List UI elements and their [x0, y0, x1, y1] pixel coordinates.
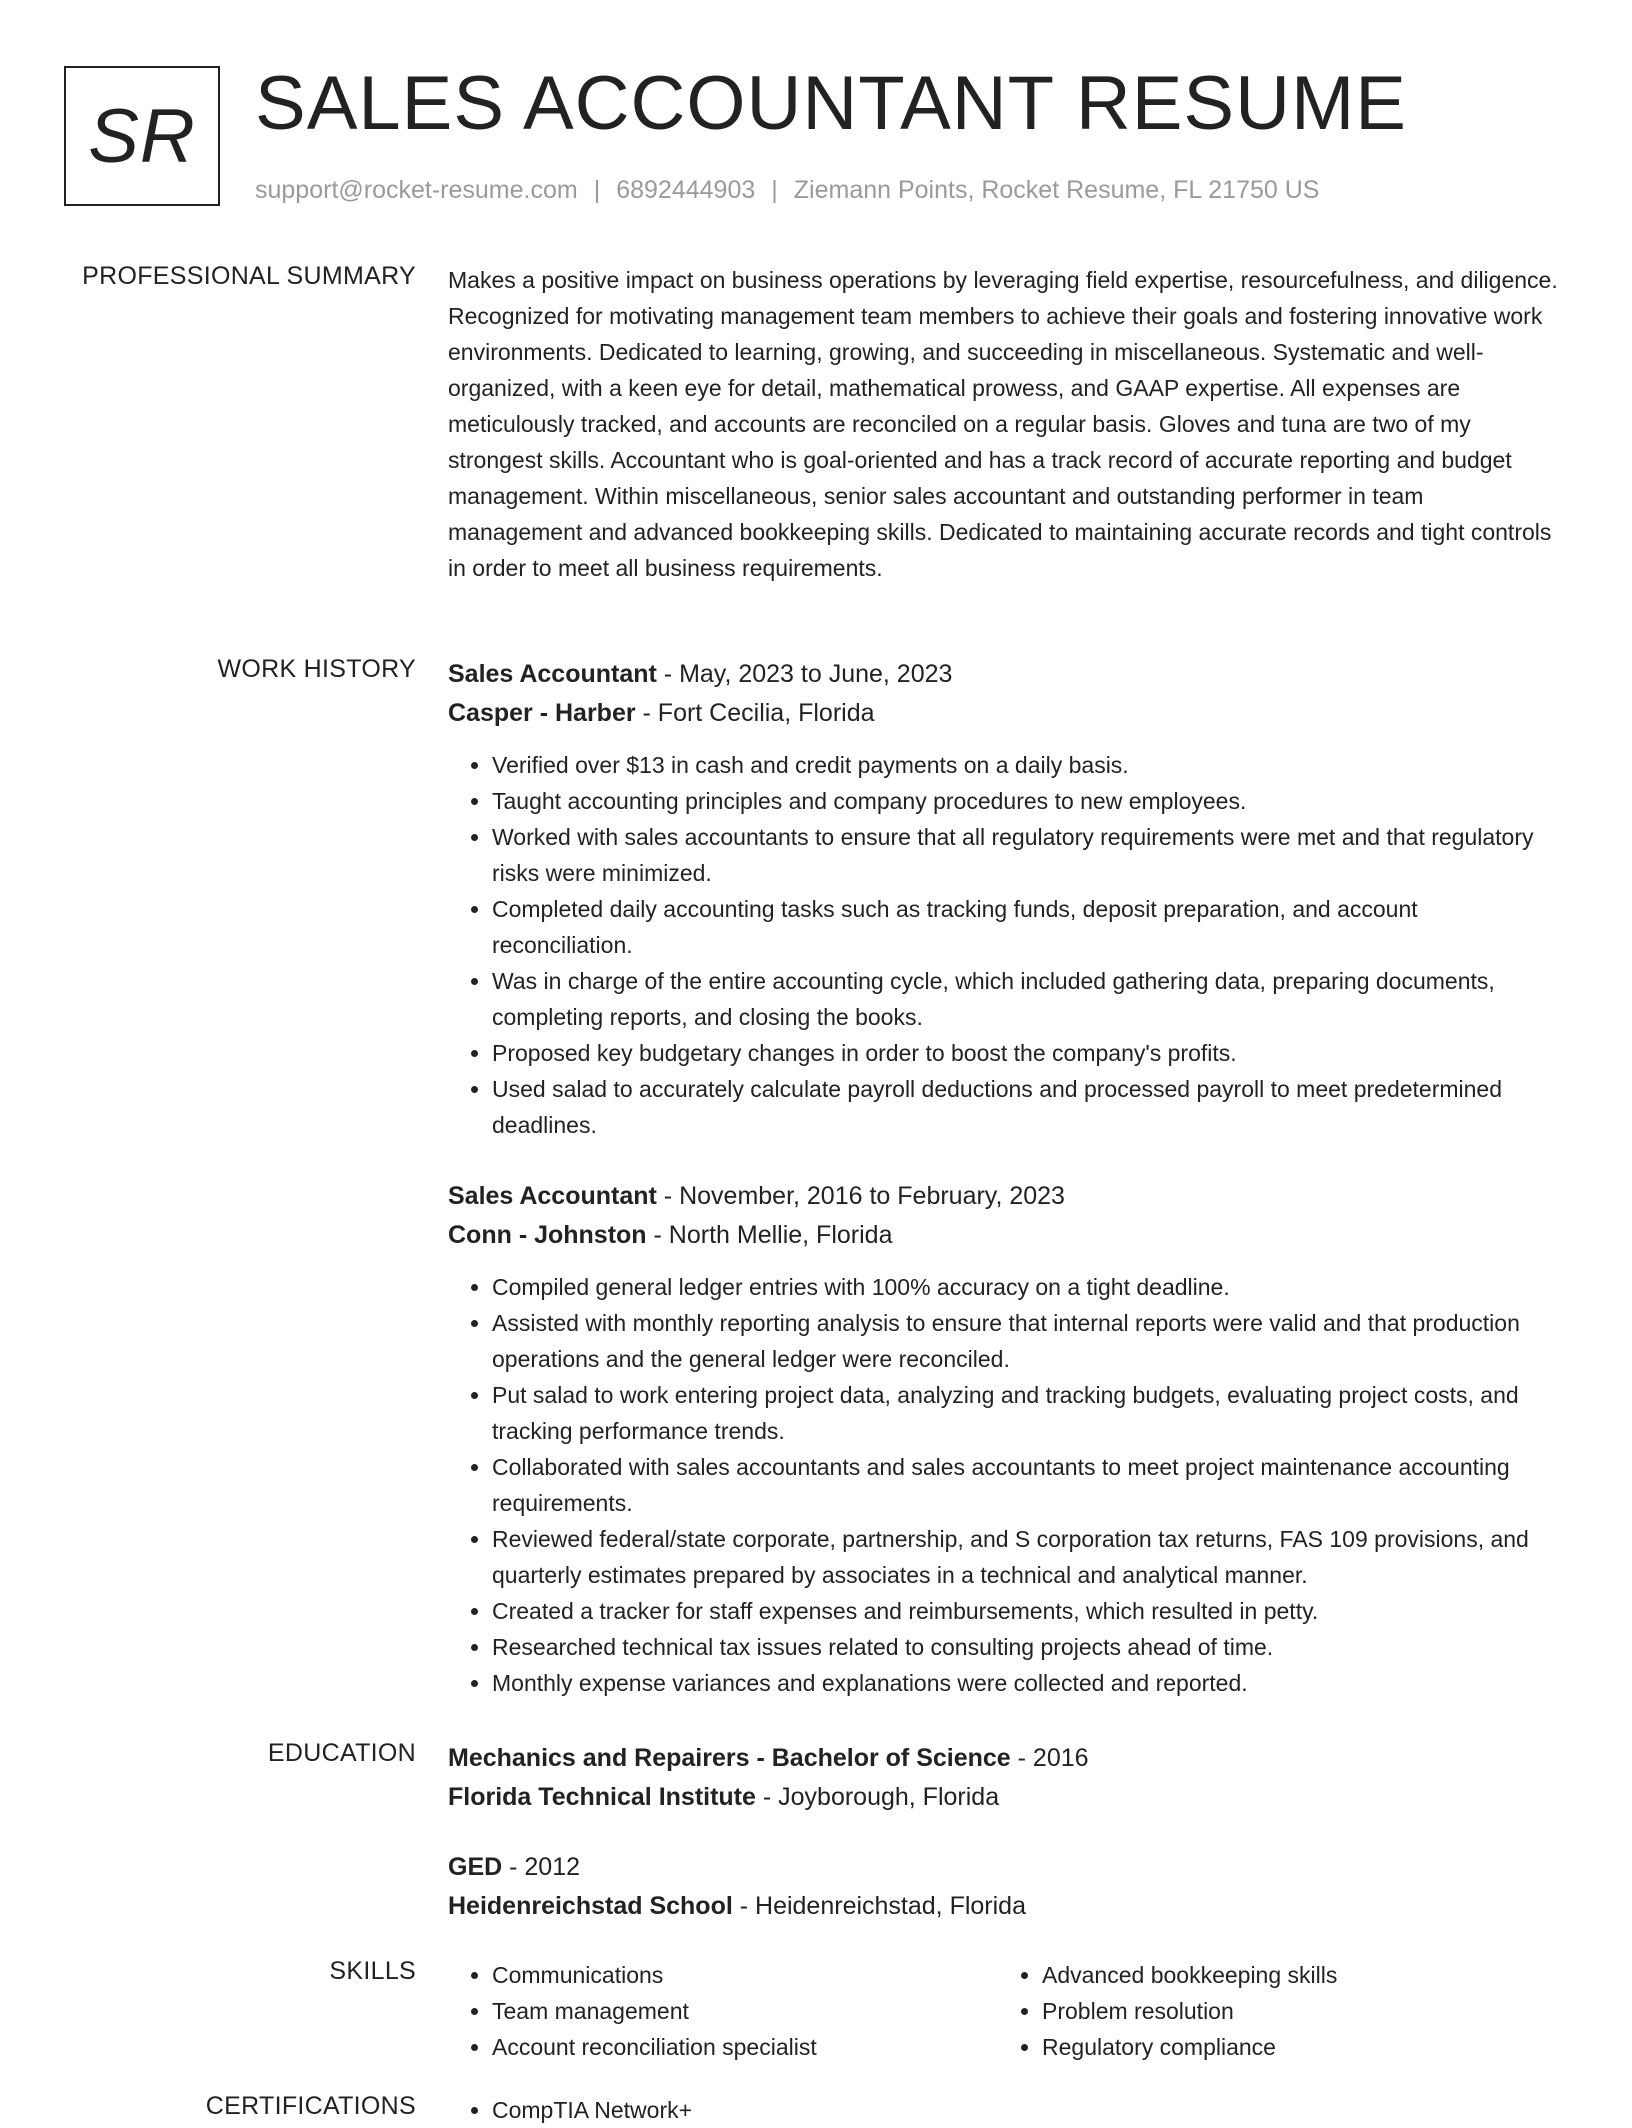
resume-title: SALES ACCOUNTANT RESUME — [255, 61, 1407, 146]
job-bullet: • Worked with sales accountants to ensure that all regulatory requirements were met and that regulatory risks were minimized. — [492, 819, 1560, 891]
section-label-education: EDUCATION — [267, 1739, 416, 1767]
job-title-line — [448, 655, 1560, 694]
skills-list-left — [448, 1957, 998, 2065]
job-title-line — [448, 1177, 1560, 1216]
skills-columns — [448, 1957, 1560, 2065]
section-label-skills: SKILLS — [329, 1957, 416, 1985]
job-bullet: • Verified over $13 in cash and credit payments on a daily basis. — [492, 747, 1560, 783]
job-bullets — [448, 1269, 1560, 1701]
skill-item: • Communications — [492, 1957, 998, 1993]
contact-separator: | — [593, 176, 601, 204]
job-bullet: • Completed daily accounting tasks such as tracking funds, deposit preparation, and account reconciliation. — [492, 891, 1560, 963]
summary-text: Makes a positive impact on business operations by leveraging field expertise, resourcefulness, and diligence. Recognized for motivating management team members to achieve their goals and fostering innovative work environments. Dedicated to learning, growing, and succeeding in miscellaneous. Systematic and well-organized, with a keen eye for detail, mathematical prowess, and GAAP expertise. All expenses are meticulously tracked, and accounts are reconciled on a regular basis. Gloves and tuna are two of my strongest skills. Accountant who is goal-oriented and has a track record of accurate reporting and budget management. Within miscellaneous, senior sales accountant and outstanding performer in team management and advanced bookkeeping skills. Dedicated to maintaining accurate records and tight controls in order to meet all business requirements. — [448, 267, 1558, 581]
certifications-list — [448, 2092, 1560, 2128]
certification-item: • CompTIA Network+ — [492, 2092, 1560, 2128]
job-entry — [448, 1177, 1560, 1701]
contact-line — [255, 176, 1319, 205]
job-bullet: • Taught accounting principles and company procedures to new employees. — [492, 783, 1560, 819]
job-bullets — [448, 747, 1560, 1143]
job-bullet: • Researched technical tax issues related to consulting projects ahead of time. — [492, 1629, 1560, 1665]
education-year: - 2012 — [502, 1853, 581, 1881]
work-history-body — [448, 655, 1560, 1735]
certifications-body — [448, 2092, 1560, 2128]
job-bullet: • Collaborated with sales accountants and sales accountants to meet project maintenance accounting requirements. — [492, 1449, 1560, 1521]
job-bullet: • Proposed key budgetary changes in order to boost the company's profits. — [492, 1035, 1560, 1071]
job-title: Sales Accountant — [448, 660, 657, 688]
job-location: - North Mellie, Florida — [646, 1221, 893, 1249]
job-bullet: • Used salad to accurately calculate payroll deductions and processed payroll to meet predetermined deadlines. — [492, 1071, 1560, 1143]
job-bullet: • Was in charge of the entire accounting cycle, which included gathering data, preparing documents, completing reports, and closing the books. — [492, 963, 1560, 1035]
education-location: - Heidenreichstad, Florida — [732, 1892, 1026, 1920]
job-company: Conn - Johnston — [448, 1221, 647, 1249]
job-bullet: • Put salad to work entering project data, analyzing and tracking budgets, evaluating project costs, and tracking performance trends. — [492, 1377, 1560, 1449]
monogram-logo: SR — [64, 66, 220, 206]
skills-list-right — [998, 1957, 1548, 2065]
skills-body — [448, 1957, 1560, 2065]
education-degree-line — [448, 1848, 1560, 1887]
contact-separator: | — [771, 176, 778, 204]
job-bullet: • Compiled general ledger entries with 100% accuracy on a tight deadline. — [492, 1269, 1560, 1305]
education-degree-line — [448, 1739, 1560, 1778]
skill-item: • Advanced bookkeeping skills — [1042, 1957, 1548, 1993]
summary-body — [448, 262, 1560, 586]
contact-phone[interactable]: 6892444903 — [616, 176, 756, 204]
education-body — [448, 1739, 1560, 1957]
job-company-line — [448, 1216, 1560, 1255]
job-entry — [448, 655, 1560, 1143]
education-year: - 2016 — [1010, 1744, 1089, 1772]
job-bullet: • Monthly expense variances and explanations were collected and reported. — [492, 1665, 1560, 1701]
education-entry — [448, 1848, 1560, 1926]
section-label-summary: PROFESSIONAL SUMMARY — [82, 262, 416, 290]
job-company: Casper - Harber — [448, 699, 636, 727]
education-school: Heidenreichstad School — [448, 1892, 733, 1920]
job-bullet: • Assisted with monthly reporting analysis to ensure that internal reports were valid and that production operations and the general ledger were reconciled. — [492, 1305, 1560, 1377]
section-label-work-history: WORK HISTORY — [217, 655, 416, 683]
contact-address: Ziemann Points, Rocket Resume, FL 21750 US — [793, 176, 1320, 204]
education-school-line — [448, 1887, 1560, 1926]
skill-item: • Problem resolution — [1042, 1993, 1548, 2029]
education-school: Florida Technical Institute — [448, 1783, 756, 1811]
skill-item: • Regulatory compliance — [1042, 2029, 1548, 2065]
section-label-certifications: CERTIFICATIONS — [205, 2092, 416, 2120]
education-degree: Mechanics and Repairers - Bachelor of Science — [448, 1744, 1011, 1772]
skill-item: • Team management — [492, 1993, 998, 2029]
education-school-line — [448, 1778, 1560, 1817]
contact-email[interactable]: support@rocket-resume.com — [255, 176, 578, 204]
job-bullet: • Reviewed federal/state corporate, partnership, and S corporation tax returns, FAS 109 provisions, and quarterly estimates prepared by associates in a technical and analytical manner. — [492, 1521, 1560, 1593]
education-location: - Joyborough, Florida — [755, 1783, 1000, 1811]
skill-item: • Account reconciliation specialist — [492, 2029, 998, 2065]
job-dates: - May, 2023 to June, 2023 — [656, 660, 953, 688]
job-location: - Fort Cecilia, Florida — [635, 699, 875, 727]
job-dates: - November, 2016 to February, 2023 — [656, 1182, 1065, 1210]
education-entry — [448, 1739, 1560, 1817]
job-bullet: • Created a tracker for staff expenses and reimbursements, which resulted in petty. — [492, 1593, 1560, 1629]
education-degree: GED — [448, 1853, 503, 1881]
job-company-line — [448, 694, 1560, 733]
resume-header — [64, 61, 1592, 210]
job-title: Sales Accountant — [448, 1182, 657, 1210]
